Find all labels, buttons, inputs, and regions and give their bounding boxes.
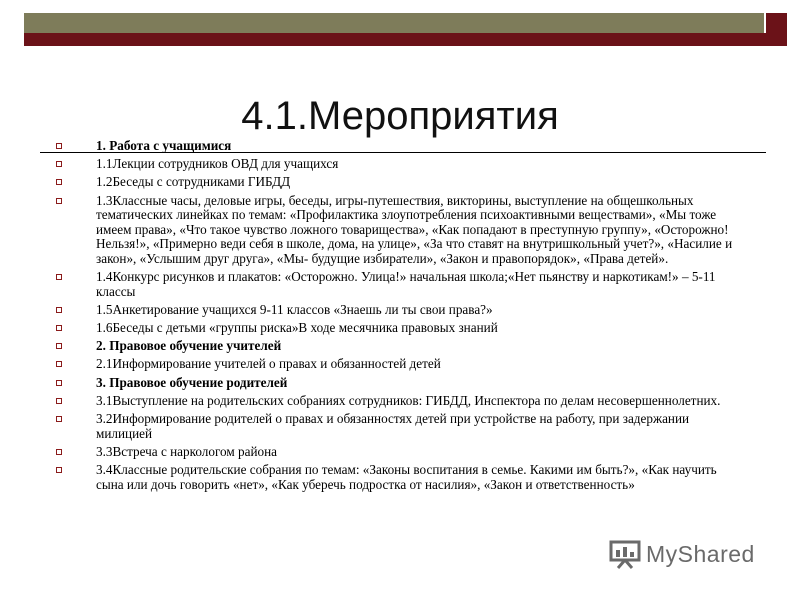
square-bullet-icon	[56, 398, 62, 404]
list-item	[52, 303, 742, 318]
list-item-text: 2. Правовое обучение учителей	[96, 338, 282, 354]
list-item-text: 3. Правовое обучение родителей	[96, 374, 288, 390]
list-item	[52, 157, 742, 172]
list-item	[52, 339, 742, 354]
square-bullet-icon	[56, 343, 62, 349]
bullet-list	[52, 139, 742, 496]
list-item-text: 1.2Беседы с сотрудниками ГИБДД	[96, 174, 291, 190]
square-bullet-icon	[56, 449, 62, 455]
list-item-text: 1. Работа с учащимися	[96, 138, 232, 153]
header-corner-square	[766, 13, 787, 33]
list-item	[52, 139, 742, 154]
square-bullet-icon	[56, 161, 62, 167]
header-red-bar	[24, 33, 787, 46]
list-item	[52, 412, 742, 441]
square-bullet-icon	[56, 380, 62, 386]
list-item	[52, 463, 742, 492]
square-bullet-icon	[56, 416, 62, 422]
list-item	[52, 445, 742, 460]
square-bullet-icon	[56, 179, 62, 185]
list-item-text: 1.1Лекции сотрудников ОВД для учащихся	[96, 156, 339, 172]
list-item-text: 1.6Беседы с детьми «группы риска»В ходе месячника правовых знаний	[96, 320, 498, 336]
presentation-board-icon	[609, 538, 641, 570]
list-item	[52, 321, 742, 336]
list-item-text: 1.3Классные часы, деловые игры, беседы, игры-путешествия, викторины, выступление на общешкольных тематических линейках по темам: «Профилактика злоупотребления психоактивными веществами», «Мы тоже имеем права», «Что такое чувство ложного товарищества», «Как попадают в преступную группу», «Осторожно! Нельзя!», «Примерно веди себя в школе, дома, на улице», «За что ставят на внутришкольный учет?», «Насилие и закон», «Услышим друг друга», «Мы- будущие избиратели», «Закон и правопорядок», «Права детей».	[96, 192, 733, 266]
list-item-text: 1.5Анкетирование учащихся 9-11 классов «Знаешь ли ты свои права?»	[96, 301, 493, 317]
list-item	[52, 394, 742, 409]
square-bullet-icon	[56, 143, 62, 149]
square-bullet-icon	[56, 274, 62, 280]
list-item	[52, 376, 742, 391]
square-bullet-icon	[56, 361, 62, 367]
list-item-text: 3.3Встреча с наркологом района	[96, 443, 278, 459]
list-item	[52, 270, 742, 299]
list-item-text: 3.2Информирование родителей о правах и обязанностях детей при устройстве на работу, при задержании милицией	[96, 411, 690, 441]
watermark-logo	[609, 537, 755, 571]
list-item	[52, 357, 742, 372]
list-item	[52, 175, 742, 190]
slide-title: 4.1.Мероприятия	[241, 94, 559, 138]
square-bullet-icon	[56, 467, 62, 473]
square-bullet-icon	[56, 198, 62, 204]
list-item-text: 2.1Информирование учителей о правах и обязанностей детей	[96, 356, 441, 372]
list-item-text: 3.1Выступление на родительских собраниях сотрудников: ГИБДД, Инспектора по делам несовершеннолетних.	[96, 392, 721, 408]
list-item-text: 1.4Конкурс рисунков и плакатов: «Осторожно. Улица!» начальная школа;«Нет пьянству и наркотикам!» – 5-11 классы	[96, 269, 716, 299]
square-bullet-icon	[56, 325, 62, 331]
header-olive-bar	[24, 13, 764, 33]
list-item-text: 3.4Классные родительские собрания по темам: «Законы воспитания в семье. Какими им быть?», «Как научить сына или дочь говорить «нет», «Как уберечь подростка от насилия», «Закон и ответственность»	[96, 462, 717, 492]
watermark-text: MyShared	[646, 540, 755, 567]
square-bullet-icon	[56, 307, 62, 313]
list-item	[52, 194, 742, 267]
